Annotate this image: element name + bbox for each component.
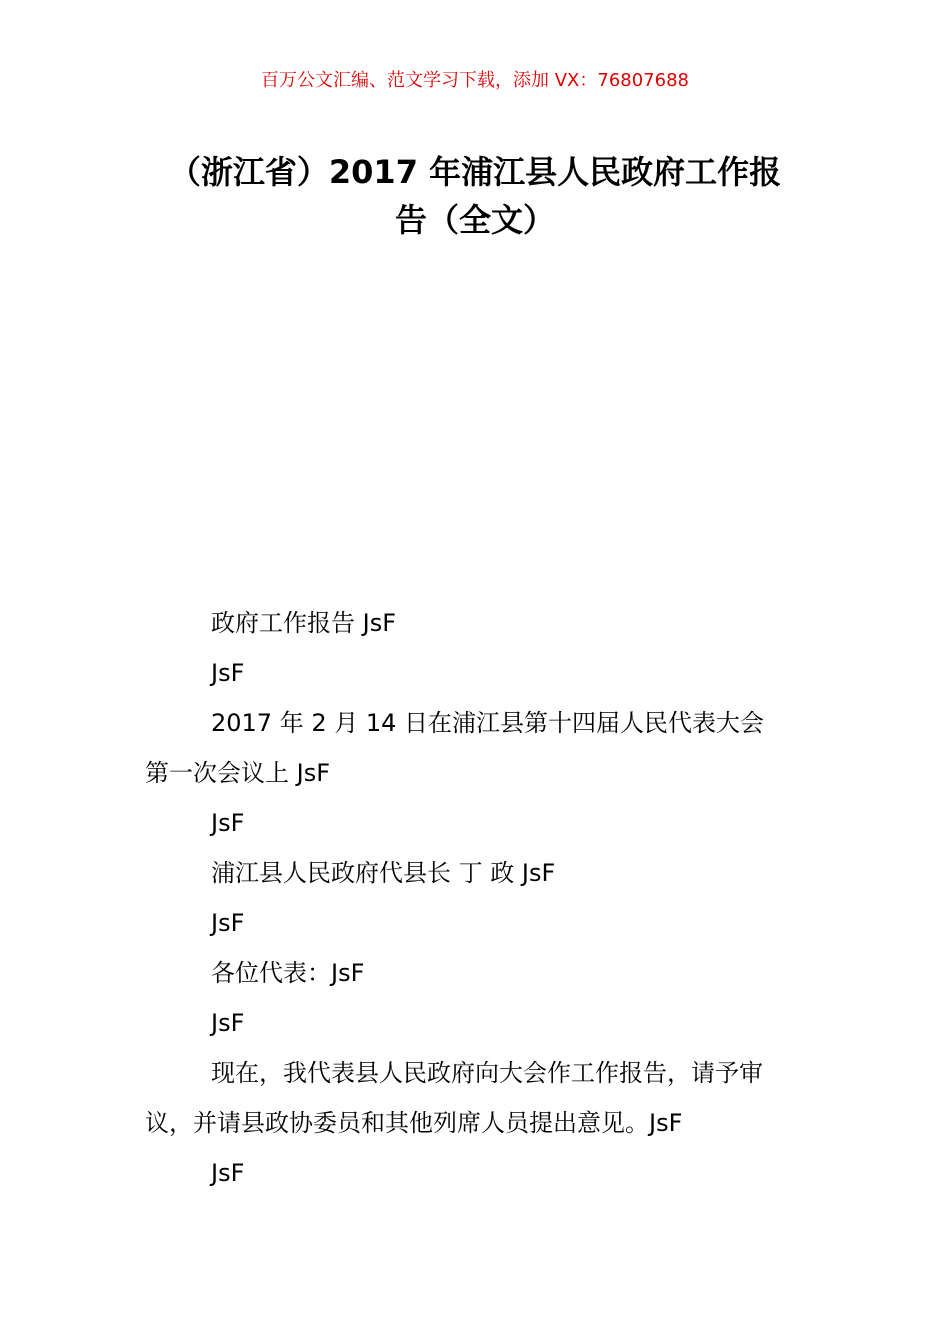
paragraph: 政府工作报告 JsF — [211, 609, 397, 637]
paragraph — [145, 698, 810, 798]
paragraph: JsF — [211, 1009, 245, 1037]
paragraph: JsF — [211, 909, 245, 937]
document-title — [0, 148, 950, 244]
paragraph — [145, 1048, 810, 1148]
paragraph: 各位代表：JsF — [211, 959, 365, 987]
paragraph: JsF — [211, 1159, 245, 1187]
paragraph: JsF — [211, 659, 245, 687]
paragraph: JsF — [211, 809, 245, 837]
paragraph-line: 现在，我代表县人民政府向大会作工作报告，请予审 — [211, 1059, 763, 1087]
title-line-2: 告（全文） — [394, 201, 555, 239]
paragraph-line: 议，并请县政协委员和其他列席人员提出意见。JsF — [145, 1109, 683, 1137]
title-line-1: （浙江省）2017 年浦江县人民政府工作报 — [168, 153, 782, 191]
watermark-text: 百万公文汇编、范文学习下载，添加 VX：76807688 — [261, 70, 689, 91]
paragraph: 浦江县人民政府代县长 丁 政 JsF — [211, 859, 556, 887]
paragraph-line: 第一次会议上 JsF — [145, 759, 331, 787]
document-body — [145, 598, 810, 1198]
paragraph-line: 2017 年 2 月 14 日在浦江县第十四届人民代表大会 — [211, 709, 765, 737]
